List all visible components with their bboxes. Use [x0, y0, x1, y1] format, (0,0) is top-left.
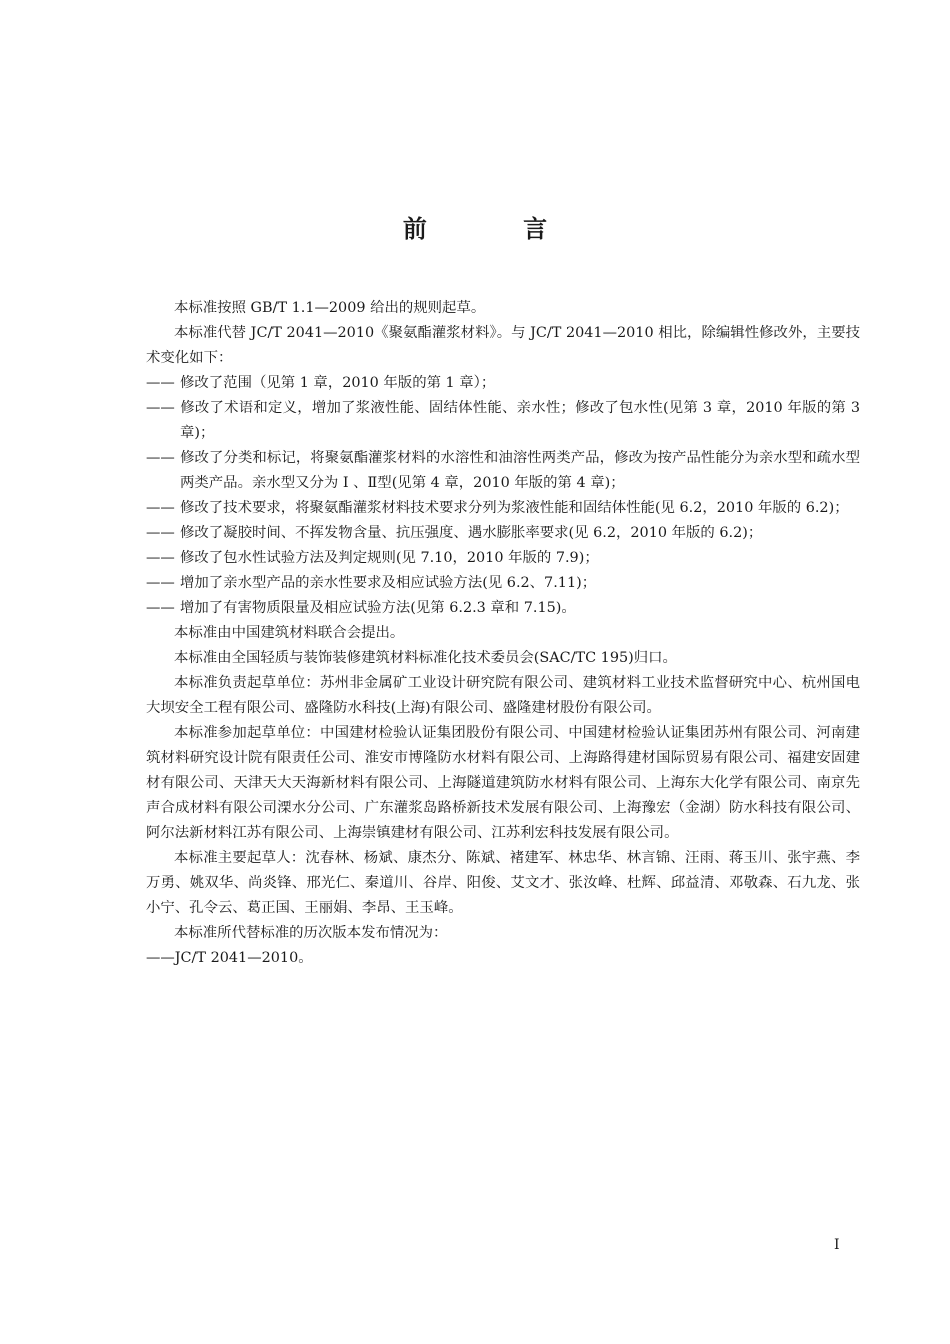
history-item: ——JC/T 2041—2010。 — [146, 950, 313, 966]
dash-marker: —— — [146, 600, 175, 616]
dash-marker: —— — [146, 550, 175, 566]
change-item-text: 修改了范围（见第 1 章，2010 年版的第 1 章）； — [180, 375, 496, 391]
history-intro-paragraph: 本标准所代替标准的历次版本发布情况为： — [174, 925, 448, 941]
change-item — [146, 496, 860, 521]
participating-units-paragraph: 本标准参加起草单位：中国建材检验认证集团股份有限公司、中国建材检验认证集团苏州有限公司、河南建筑材料研究设计院有限责任公司、淮安市博隆防水材料有限公司、上海路得建材国际贸易有限公司、福建安固建材有限公司、天津天大天海新材料有限公司、上海隧道建筑防水材料有限公司、上海东大化学有限公司、南京先声合成材料有限公司溧水分公司、广东灌浆岛路桥新技术发展有限公司、上海豫宏（金湖）防水科技有限公司、阿尔法新材料江苏有限公司、上海崇镇建材有限公司、江苏利宏科技发展有限公司。 — [146, 725, 860, 841]
change-item — [146, 571, 860, 596]
drafters-paragraph: 本标准主要起草人：沈春林、杨斌、康杰分、陈斌、褚建军、林忠华、林言锦、汪雨、蒋玉川、张宇燕、李万勇、姚双华、尚炎锋、邢光仁、秦道川、谷岸、阳俊、艾文才、张汝峰、杜辉、邱益清、邓敬森、石九龙、张小宁、孔令云、葛正国、王丽娟、李昂、王玉峰。 — [146, 850, 860, 916]
change-item — [146, 396, 860, 446]
dash-marker: —— — [146, 400, 175, 416]
replacement-paragraph: 本标准代替 JC/T 2041—2010《聚氨酯灌浆材料》。与 JC/T 2041—2010 相比，除编辑性修改外，主要技术变化如下： — [146, 325, 860, 366]
change-item — [146, 546, 860, 571]
committee-paragraph: 本标准由全国轻质与装饰装修建筑材料标准化技术委员会(SAC/TC 195)归口。 — [174, 650, 677, 666]
change-item-text: 修改了包水性试验方法及判定规则(见 7.10，2010 年版的 7.9)； — [180, 550, 599, 566]
proposer-paragraph: 本标准由中国建筑材料联合会提出。 — [174, 625, 405, 641]
dash-marker: —— — [146, 450, 175, 466]
lead-drafting-units-paragraph: 本标准负责起草单位：苏州非金属矿工业设计研究院有限公司、建筑材料工业技术监督研究中心、杭州国电大坝安全工程有限公司、盛隆防水科技(上海)有限公司、盛隆建材股份有限公司。 — [146, 675, 860, 716]
foreword-body — [146, 296, 860, 971]
dash-marker: —— — [146, 375, 175, 391]
page-number: I — [834, 1237, 840, 1253]
dash-marker: —— — [146, 525, 175, 541]
change-item-text: 修改了技术要求，将聚氨酯灌浆材料技术要求分列为浆液性能和固结体性能(见 6.2，2010 年版的 6.2)； — [180, 500, 849, 516]
change-item-text: 修改了术语和定义，增加了浆液性能、固结体性能、亲水性；修改了包水性(见第 3 章，2010 年版的第 3 章)； — [180, 400, 860, 441]
change-item-text: 修改了分类和标记，将聚氨酯灌浆材料的水溶性和油溶性两类产品，修改为按产品性能分为亲水型和疏水型两类产品。亲水型又分为 Ⅰ 、Ⅱ型(见第 4 章，2010 年版的第 4 章)； — [180, 450, 860, 491]
drafting-rule-paragraph: 本标准按照 GB/T 1.1—2009 给出的规则起草。 — [174, 300, 486, 316]
page-title: 前 言 — [402, 215, 592, 243]
dash-marker: —— — [146, 575, 175, 591]
change-item-text: 增加了亲水型产品的亲水性要求及相应试验方法(见 6.2、7.11)； — [180, 575, 597, 591]
change-item — [146, 521, 860, 546]
change-item — [146, 446, 860, 496]
change-item — [146, 371, 860, 396]
dash-marker: —— — [146, 500, 175, 516]
change-item-text: 增加了有害物质限量及相应试验方法(见第 6.2.3 章和 7.15)。 — [180, 600, 576, 616]
change-item-text: 修改了凝胶时间、不挥发物含量、抗压强度、遇水膨胀率要求(见 6.2，2010 年版的 6.2)； — [180, 525, 763, 541]
change-item — [146, 596, 860, 621]
